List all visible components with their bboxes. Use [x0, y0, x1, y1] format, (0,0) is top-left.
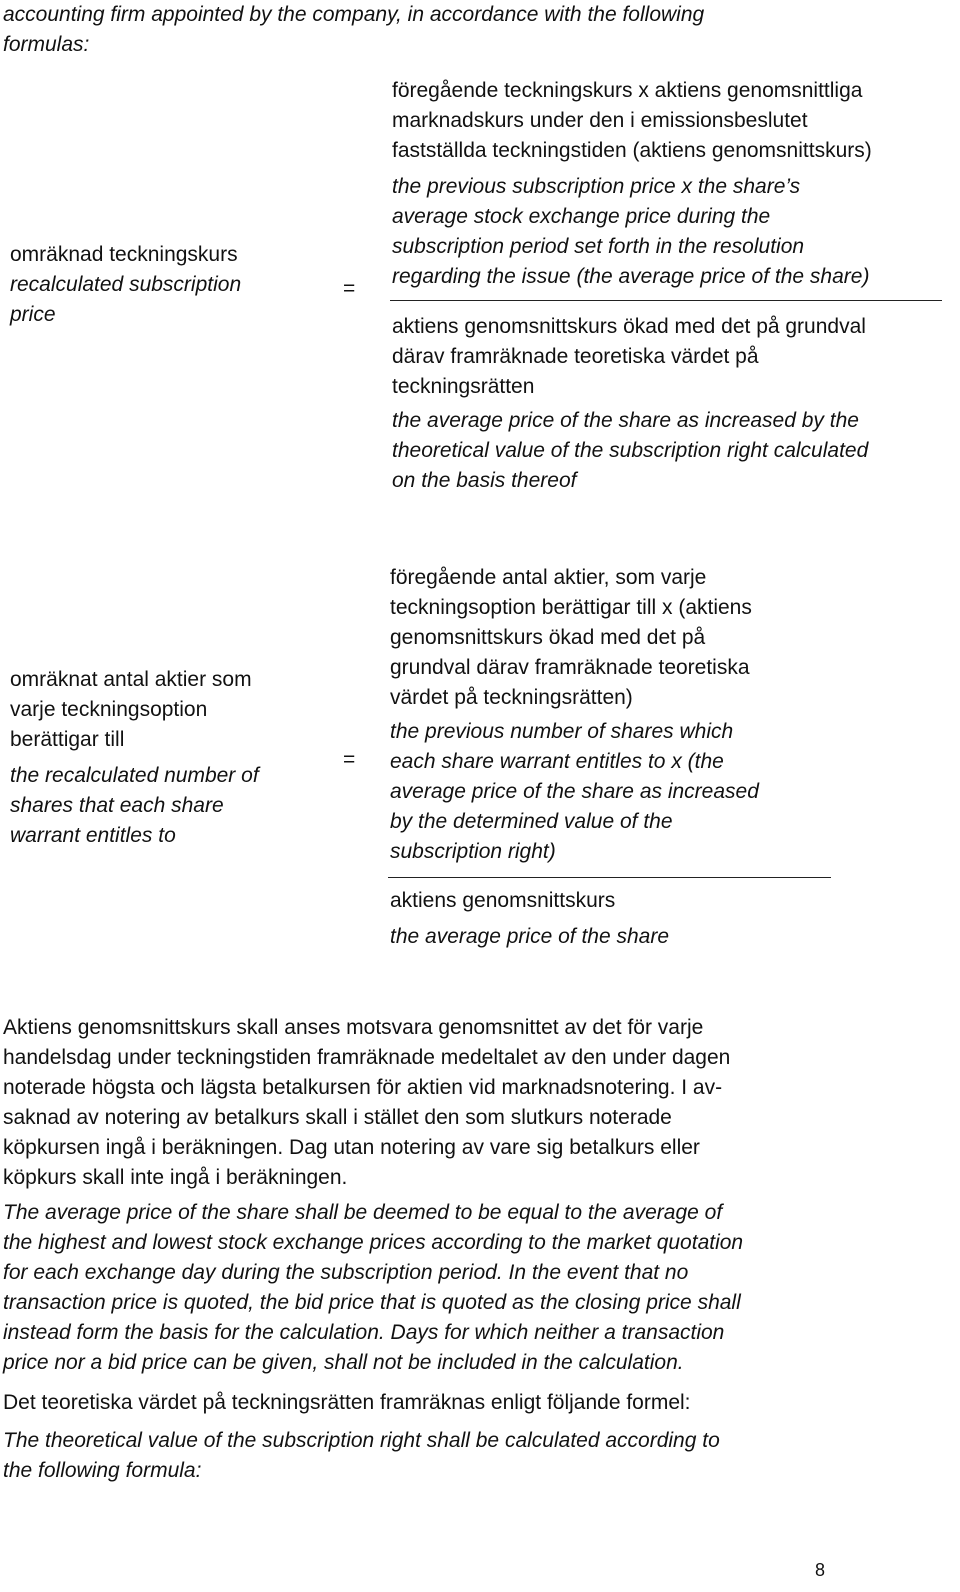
formula2-left-sv-line: berättigar till — [10, 728, 125, 751]
paragraph-line: saknad av notering av betalkurs skall i stället den som slutkurs noterade — [3, 1106, 672, 1129]
formula1-numerator-sv — [392, 76, 952, 166]
paragraph-line: handelsdag under teckningstiden framräknade medeltalet av den under dagen — [3, 1046, 731, 1069]
formula2-fraction-line — [388, 877, 831, 878]
formula1-numerator-en-line: average stock exchange price during the — [392, 205, 771, 228]
paragraph-line: transaction price is quoted, the bid price that is quoted as the closing price shall — [3, 1291, 741, 1314]
formula1-left-en: price — [10, 303, 56, 326]
formula2-numerator-sv-line: genomsnittskurs ökad med det på — [390, 626, 706, 649]
formula1-left-en: recalculated subscription — [10, 273, 242, 296]
formula2-numerator-en-line: each share warrant entitles to x (the — [390, 750, 724, 773]
formula1-numerator-sv-line: fastställda teckningstiden (aktiens genomsnittskurs) — [392, 139, 872, 162]
paragraph-line: The average price of the share shall be deemed to be equal to the average of — [3, 1201, 723, 1224]
formula1-left-sv: omräknad teckningskurs — [10, 243, 238, 266]
paragraph-theoretical-value-sv: Det teoretiska värdet på teckningsrätten framräknas enligt följande formel: — [3, 1391, 691, 1414]
formula1-fraction-line — [390, 300, 942, 301]
formula2-left-en-line: shares that each share — [10, 794, 224, 817]
formula2-numerator-sv — [390, 563, 850, 713]
intro-line: formulas: — [3, 33, 90, 56]
formula1-numerator-en-line: subscription period set forth in the resolution — [392, 235, 805, 258]
formula1-denominator-sv-line: därav framräknade teoretiska värdet på — [392, 345, 759, 368]
formula2-numerator-en-line: by the determined value of the — [390, 810, 673, 833]
paragraph-line: for each exchange day during the subscription period. In the event that no — [3, 1261, 689, 1284]
formula2-numerator-sv-line: grundval därav framräknade teoretiska — [390, 656, 750, 679]
formula2-denominator-sv: aktiens genomsnittskurs — [390, 889, 616, 912]
formula1-denominator-en-line: the average price of the share as increased by the — [392, 409, 859, 432]
formula2-numerator-en-line: subscription right) — [390, 840, 556, 863]
formula2-left-sv-line: omräknat antal aktier som — [10, 668, 252, 691]
formula1-denominator-en-line: theoretical value of the subscription right calculated — [392, 439, 869, 462]
paragraph-line: The theoretical value of the subscription right shall be calculated according to — [3, 1429, 720, 1452]
formula1-denominator-sv-line: teckningsrätten — [392, 375, 535, 398]
intro-text — [3, 0, 943, 60]
formula1-denominator-sv — [392, 312, 952, 402]
formula1-numerator-en-line: the previous subscription price x the share’s — [392, 175, 801, 198]
paragraph-line: price nor a bid price can be given, shall not be included in the calculation. — [3, 1351, 684, 1374]
paragraph-average-price-sv — [3, 1013, 829, 1193]
formula2-left-sv-line: varje teckningsoption — [10, 698, 208, 721]
formula1-denominator-sv-line: aktiens genomsnittskurs ökad med det på grundval — [392, 315, 866, 338]
paragraph-average-price-en — [3, 1198, 829, 1378]
formula2-left-side — [10, 665, 330, 851]
formula2-numerator-sv-line: teckningsoption berättigar till x (aktiens — [390, 596, 752, 619]
formula2-numerator-sv-line: föregående antal aktier, som varje — [390, 566, 707, 589]
formula1-numerator-en — [392, 172, 952, 292]
formula1-equals-sign: = — [343, 277, 356, 300]
page-number: 8 — [815, 1560, 826, 1580]
formula2-denominator-en: the average price of the share — [390, 925, 670, 948]
formula2-left-en-line: the recalculated number of — [10, 764, 259, 787]
paragraph-line: köpkursen ingå i beräkningen. Dag utan notering av vare sig betalkurs eller — [3, 1136, 700, 1159]
paragraph-line: the highest and lowest stock exchange prices according to the market quotation — [3, 1231, 744, 1254]
intro-line: accounting firm appointed by the company, in accordance with the following — [3, 3, 705, 26]
formula1-denominator-en-line: on the basis thereof — [392, 469, 577, 492]
formula1-left-side — [10, 240, 310, 330]
formula2-numerator-sv-line: värdet på teckningsrätten) — [390, 686, 633, 709]
formula1-denominator-en — [392, 406, 952, 496]
formula2-numerator-en-line: the previous number of shares which — [390, 720, 734, 743]
paragraph-theoretical-value-en — [3, 1426, 829, 1486]
formula1-numerator-en-line: regarding the issue (the average price of the share) — [392, 265, 870, 288]
paragraph-line: noterade högsta och lägsta betalkursen för aktien vid marknadsnotering. I av- — [3, 1076, 723, 1099]
paragraph-line: köpkurs skall inte ingå i beräkningen. — [3, 1166, 348, 1189]
paragraph-line: the following formula: — [3, 1459, 202, 1482]
formula1-numerator-sv-line: marknadskurs under den i emissionsbeslutet — [392, 109, 808, 132]
formula1-numerator-sv-line: föregående teckningskurs x aktiens genomsnittliga — [392, 79, 863, 102]
formula2-numerator-en-line: average price of the share as increased — [390, 780, 759, 803]
formula2-equals-sign: = — [343, 748, 356, 771]
paragraph-line: Aktiens genomsnittskurs skall anses motsvara genomsnittet av det för varje — [3, 1016, 704, 1039]
formula2-left-en-line: warrant entitles to — [10, 824, 176, 847]
paragraph-line: instead form the basis for the calculation. Days for which neither a transaction — [3, 1321, 725, 1344]
formula2-numerator-en — [390, 717, 850, 867]
